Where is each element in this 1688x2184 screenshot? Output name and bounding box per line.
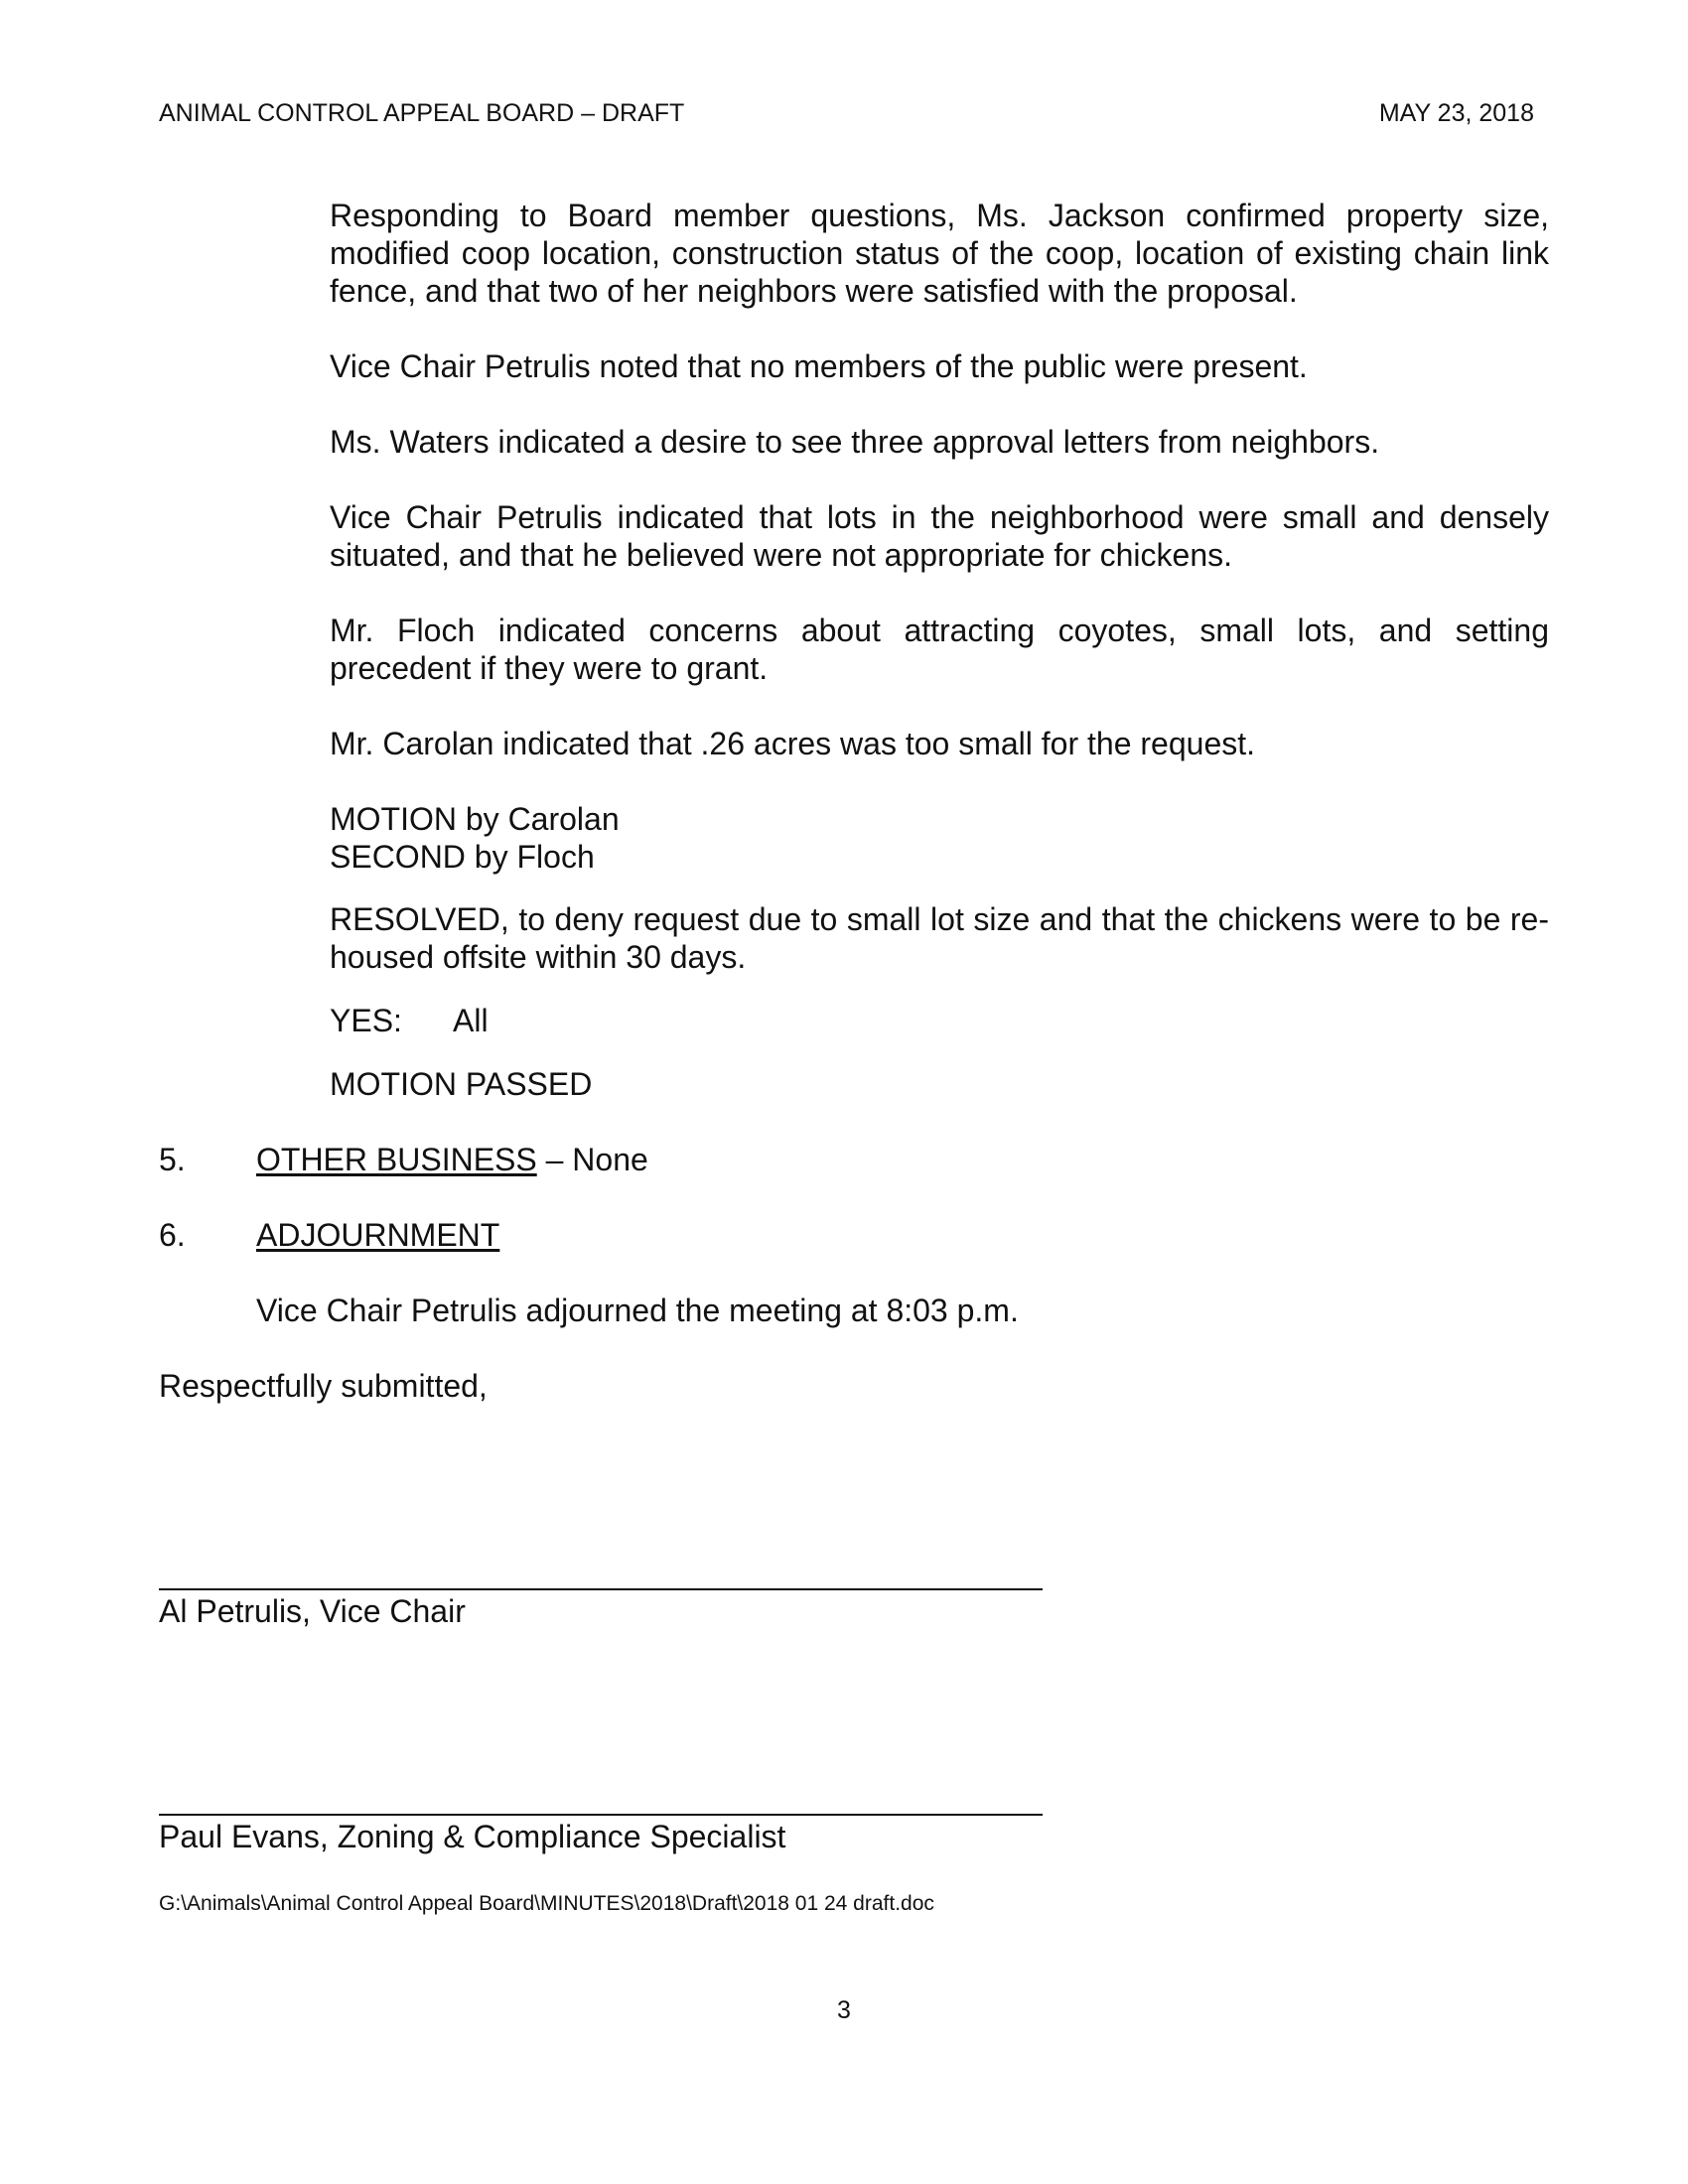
adjournment-text: Vice Chair Petrulis adjourned the meeting at 8:03 p.m. [256, 1293, 1019, 1328]
paragraph-carolan: Mr. Carolan indicated that .26 acres was too small for the request. [330, 726, 1256, 761]
file-path: G:\Animals\Animal Control Appeal Board\MINUTES\2018\Draft\2018 01 24 draft.doc [159, 1892, 934, 1915]
closing-text: Respectfully submitted, [159, 1368, 488, 1404]
item-title: ADJOURNMENT [256, 1217, 500, 1253]
item-number: 5. [159, 1142, 186, 1177]
paragraph-no-public: Vice Chair Petrulis noted that no members of the public were present. [330, 348, 1308, 384]
vote-label: YES: [330, 1003, 402, 1038]
agenda-item-adjournment [159, 1216, 499, 1254]
signature-name-2: Paul Evans, Zoning & Compliance Specialist [159, 1819, 786, 1854]
header-title: ANIMAL CONTROL APPEAL BOARD – DRAFT [159, 99, 685, 127]
motion-by: MOTION by Carolan [330, 801, 620, 837]
motion-resolved: RESOLVED, to deny request due to small lot size and that the chickens were to be re-housed offsite within 30 days. [330, 901, 1549, 975]
signature-name-1: Al Petrulis, Vice Chair [159, 1593, 466, 1629]
agenda-item-other-business [159, 1141, 648, 1178]
vote-value: All [453, 1003, 489, 1038]
item-title: OTHER BUSINESS [256, 1142, 537, 1177]
page-header [159, 99, 1534, 128]
motion-result: MOTION PASSED [330, 1066, 593, 1102]
paragraph-petrulis-lots: Vice Chair Petrulis indicated that lots in the neighborhood were small and densely situated, and that he believed were not appropriate for chickens. [330, 499, 1549, 573]
item-number: 6. [159, 1217, 186, 1253]
motion-second: SECOND by Floch [330, 839, 595, 875]
paragraph-waters: Ms. Waters indicated a desire to see three approval letters from neighbors. [330, 424, 1380, 460]
paragraph-jackson-response: Responding to Board member questions, Ms. Jackson confirmed property size, modified coop location, construction status of the coop, location of existing chain link fence, and that two of her neighbors were satisfied with the proposal. [330, 198, 1549, 309]
signature-line-2 [159, 1814, 1043, 1816]
motion-vote [330, 1002, 1549, 1039]
signature-line-1 [159, 1588, 1043, 1590]
page-number: 3 [837, 1996, 851, 2024]
header-date: MAY 23, 2018 [1378, 99, 1534, 127]
item-suffix: – None [536, 1142, 648, 1177]
paragraph-floch: Mr. Floch indicated concerns about attracting coyotes, small lots, and setting precedent if they were to grant. [330, 613, 1549, 686]
